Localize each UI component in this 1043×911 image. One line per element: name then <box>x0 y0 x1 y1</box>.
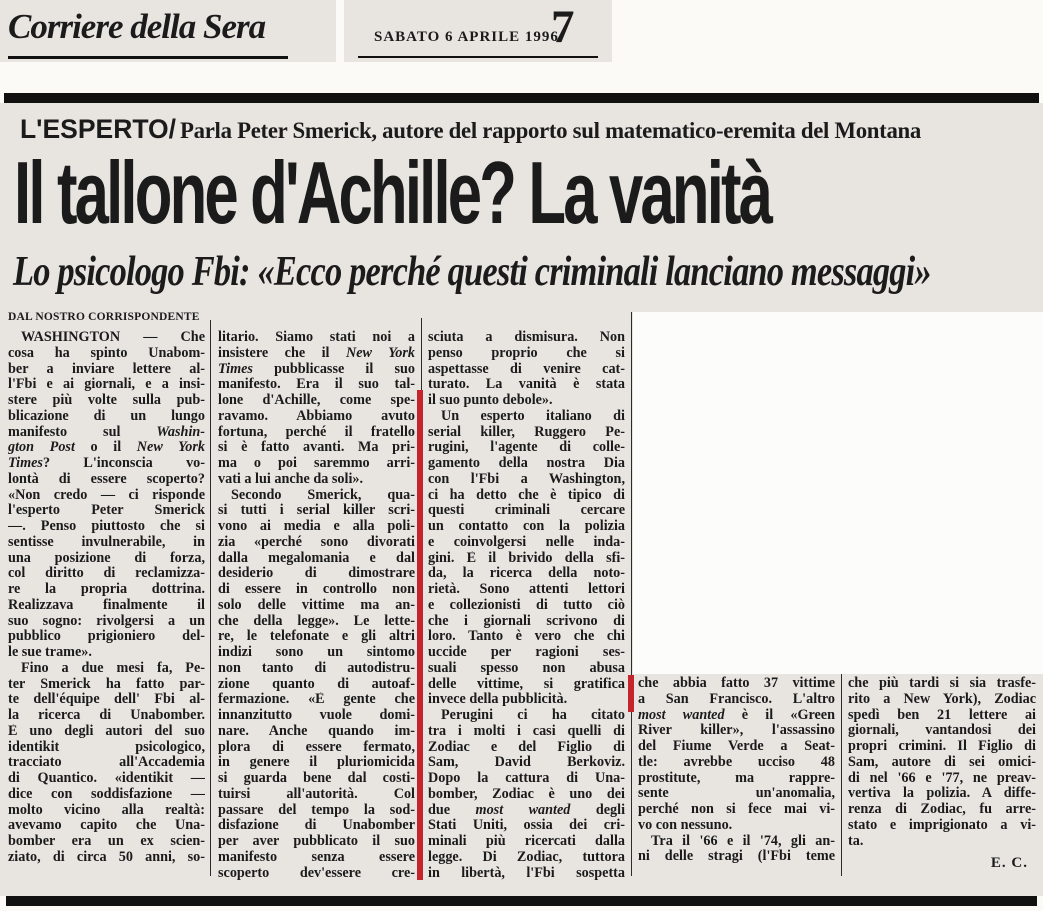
body-line: loro. Tanto è vero che chi <box>428 629 625 645</box>
body-line: che più tardi si sia trasfe- <box>848 676 1036 691</box>
body-line: passare del tempo la sod- <box>218 802 415 818</box>
kicker <box>20 114 921 145</box>
body-line: zia «perché sono divorati <box>218 534 415 550</box>
column-5-lines <box>848 676 1036 849</box>
body-line: Perugini ci ha citato <box>441 708 625 723</box>
top-rule-bar <box>4 93 1039 103</box>
body-line: zione quanto di autoaf- <box>218 676 415 692</box>
body-line: plora di essere fermato, <box>218 739 415 755</box>
body-line: È uno degli autori del suo <box>8 723 205 739</box>
body-line: tracciato all'Accademia <box>8 755 205 771</box>
body-line: manifesto senza essere <box>218 849 415 865</box>
body-line: nare. Anche quando im- <box>218 723 415 739</box>
body-line: sciuta a dismisura. Non <box>428 330 625 345</box>
body-line: spedì ben 21 lettere ai <box>848 707 1036 723</box>
body-line: un contatto con la polizia <box>428 519 625 534</box>
body-line: tuirsi all'autorità. Col <box>218 786 415 802</box>
column-rule-3-4 <box>631 312 632 876</box>
body-line: tra i molti i casi quelli di <box>428 723 625 739</box>
body-line: che abbia fatto 37 vittime <box>638 676 835 691</box>
column-4 <box>638 676 835 865</box>
body-line: insistere che il New York <box>218 345 415 361</box>
column-rule-2-3 <box>421 318 422 392</box>
body-line: Fino a due mesi fa, Pe- <box>21 660 205 676</box>
body-line: bomber era un ex scien- <box>8 834 205 849</box>
body-line: che i giornali scrivono di <box>428 613 625 629</box>
body-line: manifesto. Era il suo tal- <box>218 377 415 393</box>
body-line: ravamo. Abbiamo avuto <box>218 408 415 424</box>
body-line: e collezionisti di tutto ciò <box>428 597 625 613</box>
body-line: lone d'Achille, come spe- <box>218 393 415 408</box>
body-line: fermazione. «È gente che <box>218 692 415 708</box>
body-line: stato e imprigionato a vi- <box>848 817 1036 833</box>
body-line: vertiva la polizia. A diffe- <box>848 786 1036 802</box>
body-line: ta. <box>848 833 864 849</box>
body-line: —. Penso piuttosto che si <box>8 519 205 534</box>
body-line: che della legge». Le lette- <box>218 613 415 629</box>
red-highlight-rule-long <box>417 390 423 880</box>
headline-wrap <box>14 143 1036 242</box>
column-1-lines <box>8 330 205 866</box>
body-line: solo delle vittime ma an- <box>218 597 415 613</box>
body-line: ni delle stragi (l'Fbi teme <box>638 849 835 865</box>
body-line: perché non si fece mai vi- <box>638 802 835 817</box>
body-line: innanzitutto vuole domi- <box>218 708 415 723</box>
body-line: most wanted è il «Green <box>638 707 835 723</box>
headline: Il tallone d'Achille? La vanità <box>14 143 771 242</box>
body-line: la ricerca di Unabomber. <box>8 708 205 723</box>
body-line: gini. È il brivido della sfi- <box>428 550 625 566</box>
body-line: in libertà, l'Fbi sospetta <box>428 865 625 881</box>
body-line: disfazione di Unabomber <box>218 818 415 834</box>
kicker-label: L'ESPERTO/ <box>20 114 177 144</box>
body-line: re la propria dottrina. <box>8 582 205 597</box>
body-line: vati a lui anche da soli». <box>218 471 364 487</box>
body-line: litario. Siamo stati noi a <box>218 330 415 345</box>
blank-photo-area <box>633 312 1043 674</box>
body-line: ziato, di circa 50 anni, so- <box>8 849 205 865</box>
byline-header: DAL NOSTRO CORRISPONDENTE <box>8 311 200 323</box>
column-3 <box>428 330 625 881</box>
body-line: dalla megalomania e dal <box>218 550 415 566</box>
body-line: avevamo capito che Una- <box>8 818 205 834</box>
page-number: 7 <box>551 1 575 53</box>
body-line: sente un'anomalia, <box>638 786 835 802</box>
body-line: legge. Di Zodiac, tuttora <box>428 849 625 865</box>
logo-underline-rule <box>8 56 288 59</box>
body-line: ci ha detto che è tipico di <box>428 487 625 503</box>
body-line: e coinvolgersi nelle inda- <box>428 534 625 550</box>
body-line: questi criminali cercare <box>428 503 625 519</box>
body-line: di essere in controllo non <box>218 582 415 597</box>
body-line: due most wanted degli <box>428 802 625 818</box>
date-underline-rule <box>358 56 598 58</box>
body-line: il suo punto debole». <box>428 393 553 408</box>
body-line: River killer», l'assassino <box>638 723 835 739</box>
body-line: le sue trame». <box>8 645 92 660</box>
body-line: rietà. Sono attenti lettori <box>428 582 625 597</box>
body-line: dice con soddisfazione — <box>8 786 205 802</box>
subhead-wrap <box>13 247 1038 299</box>
body-line: suo sogno: rivolgersi a un <box>8 613 205 629</box>
body-line: delle vittime, si gratifica <box>428 676 625 692</box>
body-line: gton Post o il New York <box>8 440 205 456</box>
body-line: desiderio di dimostrare <box>218 566 415 582</box>
body-line: Tra il '66 e il '74, gli an- <box>651 833 835 849</box>
body-line: minali più ricercati dalla <box>428 834 625 849</box>
body-line: Secondo Smerick, qua- <box>231 487 415 503</box>
body-line: indizi sono un sintomo <box>218 645 415 660</box>
bottom-rule-bar <box>6 896 1037 906</box>
body-line: l'Fbi e ai giornali, e a insi- <box>8 377 205 393</box>
body-line: suali spesso non abusa <box>428 660 625 676</box>
body-line: Times pubblicasse il suo <box>218 361 415 377</box>
body-line: si tutti i serial killer scri- <box>218 503 415 519</box>
body-line: serial killer, Ruggero Pe- <box>428 424 625 440</box>
body-line: WASHINGTON — Che <box>21 330 205 345</box>
body-line: identikit psicologico, <box>8 739 205 755</box>
issue-date: SABATO 6 APRILE 1996 <box>374 29 559 45</box>
body-line: rugini, l'agente di colle- <box>428 440 625 456</box>
column-1 <box>8 311 205 866</box>
body-line: scoperto dev'essere cre- <box>218 865 415 881</box>
body-line: bomber, Zodiac è uno dei <box>428 786 625 802</box>
column-rule-4-5 <box>841 674 842 876</box>
body-line: manifesto sul Washin- <box>8 424 205 440</box>
signature: E. C. <box>990 855 1028 872</box>
body-line: si è fatto avanti. Ma pri- <box>218 440 415 456</box>
body-line: blicazione di un lungo <box>8 408 205 424</box>
body-line: lontà di essere scoperto? <box>8 471 205 487</box>
body-line: l'esperto Peter Smerick <box>8 503 205 519</box>
body-line: ter Smerick ha fatto par- <box>8 676 205 692</box>
body-line: «Non credo — ci risponde <box>8 487 205 503</box>
body-line: non tanto di autodistru- <box>218 660 415 676</box>
body-line: Un esperto italiano di <box>441 408 625 424</box>
body-line: con l'Fbi a Washington, <box>428 471 625 487</box>
body-line: invece della pubblicità. <box>428 692 568 708</box>
subhead: Lo psicologo Fbi: «Ecco perché questi criminali lanciano messaggi» <box>13 249 931 295</box>
body-line: tle: avrebbe ucciso 48 <box>638 754 835 770</box>
body-line: propri crimini. Il Figlio di <box>848 739 1036 754</box>
body-line: Stati Uniti, ossia dei cri- <box>428 818 625 834</box>
body-line: pubblico prigioniero del- <box>8 629 205 645</box>
body-line: una posizione di forza, <box>8 550 205 566</box>
body-line: giornali, vantandosi dei <box>848 723 1036 739</box>
newspaper-logo: Corriere della Sera <box>8 7 266 46</box>
body-line: da, la ricerca della noto- <box>428 566 625 582</box>
body-line: molto vicino alla realtà: <box>8 802 205 818</box>
kicker-text: Parla Peter Smerick, autore del rapporto sul matematico-eremita del Montana <box>180 118 922 143</box>
body-line: te dell'équipe dell' Fbi al- <box>8 692 205 708</box>
body-line: renza di Zodiac, fu arre- <box>848 802 1036 817</box>
body-line: rito a New York), Zodiac <box>848 691 1036 707</box>
body-line: vo con nessuno. <box>638 817 733 833</box>
body-line: penso proprio che si <box>428 345 625 361</box>
body-line: a San Francisco. L'altro <box>638 691 835 707</box>
red-highlight-rule-short <box>628 675 634 712</box>
body-line: uccide per ragioni ses- <box>428 645 625 660</box>
column-2 <box>218 330 415 881</box>
body-line: aspettasse di venire cat- <box>428 361 625 377</box>
body-line: Times? L'inconscia vo- <box>8 456 205 471</box>
body-line: Sam, autore di sei omici- <box>848 754 1036 770</box>
body-line: re, le telefonate e gli altri <box>218 629 415 645</box>
column-rule-1-2 <box>210 320 211 876</box>
body-line: gamento della nostra Dia <box>428 456 625 471</box>
body-line: stere più volte sulla pub- <box>8 393 205 408</box>
body-line: del Fiume Verde a Seat- <box>638 739 835 754</box>
body-line: sentisse invulnerabile, in <box>8 534 205 550</box>
body-line: Sam, David Berkoviz. <box>428 755 625 771</box>
body-line: Zodiac e del Figlio di <box>428 739 625 755</box>
body-line: prostitute, ma rappre- <box>638 770 835 786</box>
body-line: ber a inviare lettere al- <box>8 361 205 377</box>
body-line: per aver pubblicato il suo <box>218 834 415 849</box>
body-line: di Quantico. «identikit — <box>8 771 205 786</box>
body-line: cosa ha spinto Unabom- <box>8 345 205 361</box>
body-line: si guarda bene dal costi- <box>218 771 415 786</box>
body-line: Dopo la cattura di Una- <box>428 771 625 786</box>
body-line: fortuna, perché il fratello <box>218 424 415 440</box>
body-line: di nel '66 e '77, ne preav- <box>848 770 1036 786</box>
body-line: col diritto di reclamizza- <box>8 566 205 582</box>
body-line: turato. La vanità è stata <box>428 377 625 393</box>
body-line: Realizzava finalmente il <box>8 597 205 613</box>
body-line: in genere il pluriomicida <box>218 755 415 771</box>
body-line: vono ai media e alla poli- <box>218 519 415 534</box>
column-5 <box>848 676 1036 872</box>
body-line: ma o poi saremmo arri- <box>218 456 415 471</box>
